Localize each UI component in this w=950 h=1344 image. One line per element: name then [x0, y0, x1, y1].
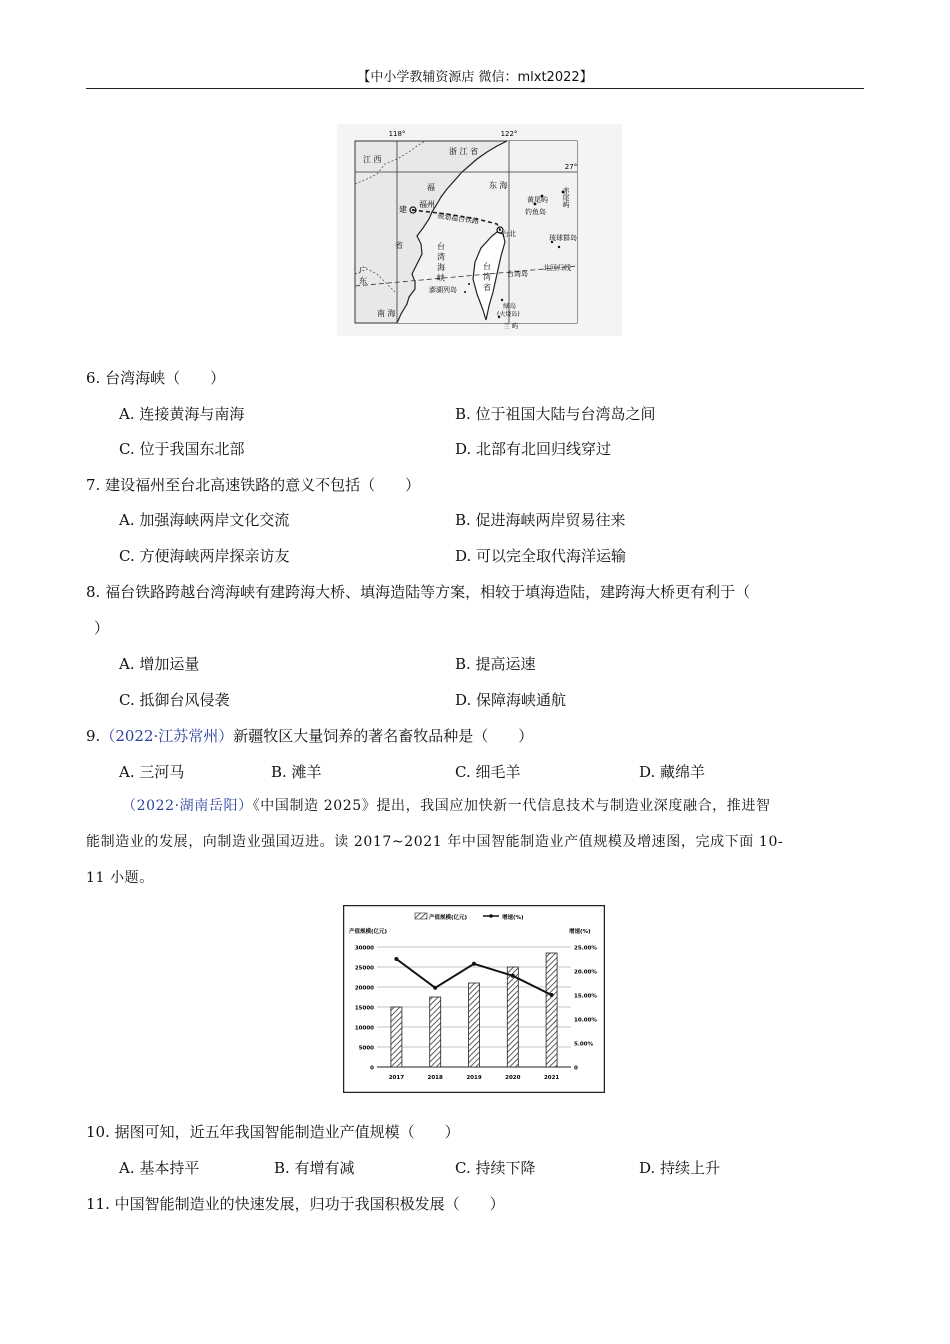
chart-growth-point [511, 974, 515, 978]
chart-ylabel-left: 产值规模(亿元) [349, 929, 388, 935]
map-label-huangweiyu: 黄尾屿 [527, 196, 548, 204]
chart-bar [391, 1007, 402, 1067]
chart-legend-line-label: 增速(%) [502, 915, 524, 921]
map-label-huoshaodao: (火烧岛) [497, 311, 520, 318]
map-label-taiwan-strait: 台 湾 海 峡 [436, 242, 446, 282]
question-9-option-b: B. 滩羊 [271, 763, 322, 781]
chart-xtick: 2021 [543, 1075, 560, 1081]
question-6-option-b: B. 位于祖国大陆与台湾岛之间 [455, 405, 656, 423]
question-9-source: （2022·江苏常州） [100, 727, 234, 745]
chart-xtick: 2018 [427, 1075, 443, 1081]
map-label-railway: 规划福台铁路 [436, 212, 480, 226]
map-label-diaoyudao: 钓鱼岛 [525, 208, 546, 216]
map-label-donghai: 东 海 [489, 181, 508, 190]
question-7-option-d: D. 可以完全取代海洋运输 [455, 547, 627, 565]
question-9-option-c: C. 细毛羊 [455, 763, 521, 781]
chart-growth-point [472, 962, 476, 966]
chart-ytick-right: 10.00% [574, 1017, 597, 1024]
map-label-fujian: 福 [427, 183, 435, 192]
chart-ytick-right: 15.00% [574, 993, 597, 1000]
chart-svg [343, 905, 605, 1093]
chart-growth-point [433, 986, 437, 990]
chart-ytick-left: 10000 [354, 1025, 374, 1032]
question-8-option-d: D. 保障海峡通航 [455, 691, 567, 709]
chart-ytick-left: 0 [370, 1065, 374, 1072]
passage-line-1 [86, 788, 866, 824]
map-lon-122: 122° [500, 130, 518, 138]
passage-line-3: 11 小题。 [86, 870, 154, 886]
question-9-option-a: A. 三河马 [119, 763, 185, 781]
question-6-option-c: C. 位于我国东北部 [119, 440, 245, 458]
passage-source: （2022·湖南岳阳） [122, 798, 253, 814]
question-8-stem-cont: ） [94, 619, 110, 637]
chart-legend-bar-label: 产值规模(亿元) [429, 915, 468, 921]
chart-ytick-right: 25.00% [574, 945, 597, 952]
question-9-line [86, 726, 533, 746]
header-rule [86, 88, 864, 89]
chart-ytick-right: 20.00% [574, 969, 597, 976]
map-label-guangdong: 广 东 [358, 266, 368, 285]
map-label-taibei: 台北 [502, 230, 516, 238]
map-label-jian: 建 [399, 205, 407, 214]
question-10-option-d: D. 持续上升 [639, 1159, 721, 1177]
page-header: 【中小学教辅资源店 微信：mlxt2022】 [357, 70, 593, 85]
chart-ytick-left: 15000 [354, 1005, 374, 1012]
map-label-jiangxi: 江 西 [363, 155, 382, 164]
map-svg [337, 124, 622, 336]
map-label-fuzhou: 福州 [419, 200, 435, 209]
chart-bar [430, 997, 441, 1067]
chart-xtick: 2019 [466, 1075, 482, 1081]
question-6-option-d: D. 北部有北回归线穿过 [455, 440, 612, 458]
chart-ylabel-right: 增速(%) [569, 929, 591, 935]
map-label-zhejiang: 浙 江 省 [449, 147, 479, 156]
map-label-taiwan-province: 台 湾 省 [482, 262, 492, 292]
question-7-stem: 7. 建设福州至台北高速铁路的意义不包括（ ） [86, 476, 421, 494]
question-6-option-a: A. 连接黄海与南海 [119, 405, 245, 423]
map-label-lvdao: 绿岛 [503, 302, 516, 310]
map-label-taiwandao: 台湾岛 [507, 270, 528, 278]
question-9-option-d: D. 藏绵羊 [639, 763, 706, 781]
map-label-ryukyu: 琉球群岛 [549, 234, 577, 242]
chart-growth-point [394, 957, 398, 961]
question-7-option-c: C. 方便海峡两岸探亲访友 [119, 547, 290, 565]
question-10-stem: 10. 据图可知，近五年我国智能制造业产值规模（ ） [86, 1123, 460, 1141]
map-label-chiweiyu: 赤尾屿 [562, 187, 570, 208]
chart-legend-line-marker [489, 914, 493, 918]
chart-xtick: 2020 [505, 1075, 521, 1081]
map-lat-27: 27° [564, 163, 578, 171]
question-11-stem: 11. 中国智能制造业的快速发展，归功于我国积极发展（ ） [86, 1195, 505, 1213]
question-10-option-a: A. 基本持平 [119, 1159, 200, 1177]
map-lon-118: 118° [388, 130, 406, 138]
chart-bar [546, 953, 557, 1067]
question-8-option-a: A. 增加运量 [119, 655, 200, 673]
question-8-stem: 8. 福台铁路跨越台湾海峡有建跨海大桥、填海造陆等方案，相较于填海造陆，建跨海大桥更有利于（ [86, 583, 751, 601]
chart-bar [469, 983, 480, 1067]
chart-bar [507, 967, 518, 1067]
question-8-option-c: C. 抵御台风侵袭 [119, 691, 230, 709]
chart-growth-point [550, 993, 554, 997]
chart-xtick: 2017 [388, 1075, 405, 1081]
chart-legend-bar-swatch [415, 913, 427, 919]
map-label-lanyu: 兰 屿 [503, 322, 519, 330]
chart-ytick-right: 5.00% [574, 1041, 594, 1048]
chart-ytick-left: 5000 [358, 1045, 374, 1052]
taiwan-strait-map [337, 124, 622, 336]
question-7-option-a: A. 加强海峡两岸文化交流 [119, 511, 290, 529]
question-9-stem: 新疆牧区大量饲养的著名畜牧品种是（ ） [233, 727, 534, 745]
chart-ytick-left: 30000 [354, 945, 374, 952]
smart-manufacturing-chart [343, 905, 605, 1093]
question-8-option-b: B. 提高运速 [455, 655, 536, 673]
chart-ytick-right: 0 [574, 1065, 578, 1072]
map-label-penghu: 澎湖列岛 [429, 286, 457, 294]
passage-line-2: 能制造业的发展，向制造业强国迈进。读 2017~2021 年中国智能制造业产值规模及增速图，完成下面 10- [86, 834, 784, 850]
chart-ytick-left: 20000 [354, 985, 374, 992]
map-label-nanhai: 南 海 [377, 309, 396, 318]
question-7-option-b: B. 促进海峡两岸贸易往来 [455, 511, 626, 529]
map-label-sheng: 省 [395, 241, 403, 250]
question-6-stem: 6. 台湾海峡（ ） [86, 369, 226, 387]
question-10-option-c: C. 持续下降 [455, 1159, 536, 1177]
passage-text-1: 《中国制造 2025》提出，我国应加快新一代信息技术与制造业深度融合，推进智 [252, 798, 771, 814]
question-10-option-b: B. 有增有减 [274, 1159, 355, 1177]
map-label-tropic: 北回归线 [543, 264, 571, 272]
chart-ytick-left: 25000 [354, 965, 374, 972]
question-9-number: 9. [86, 727, 101, 745]
